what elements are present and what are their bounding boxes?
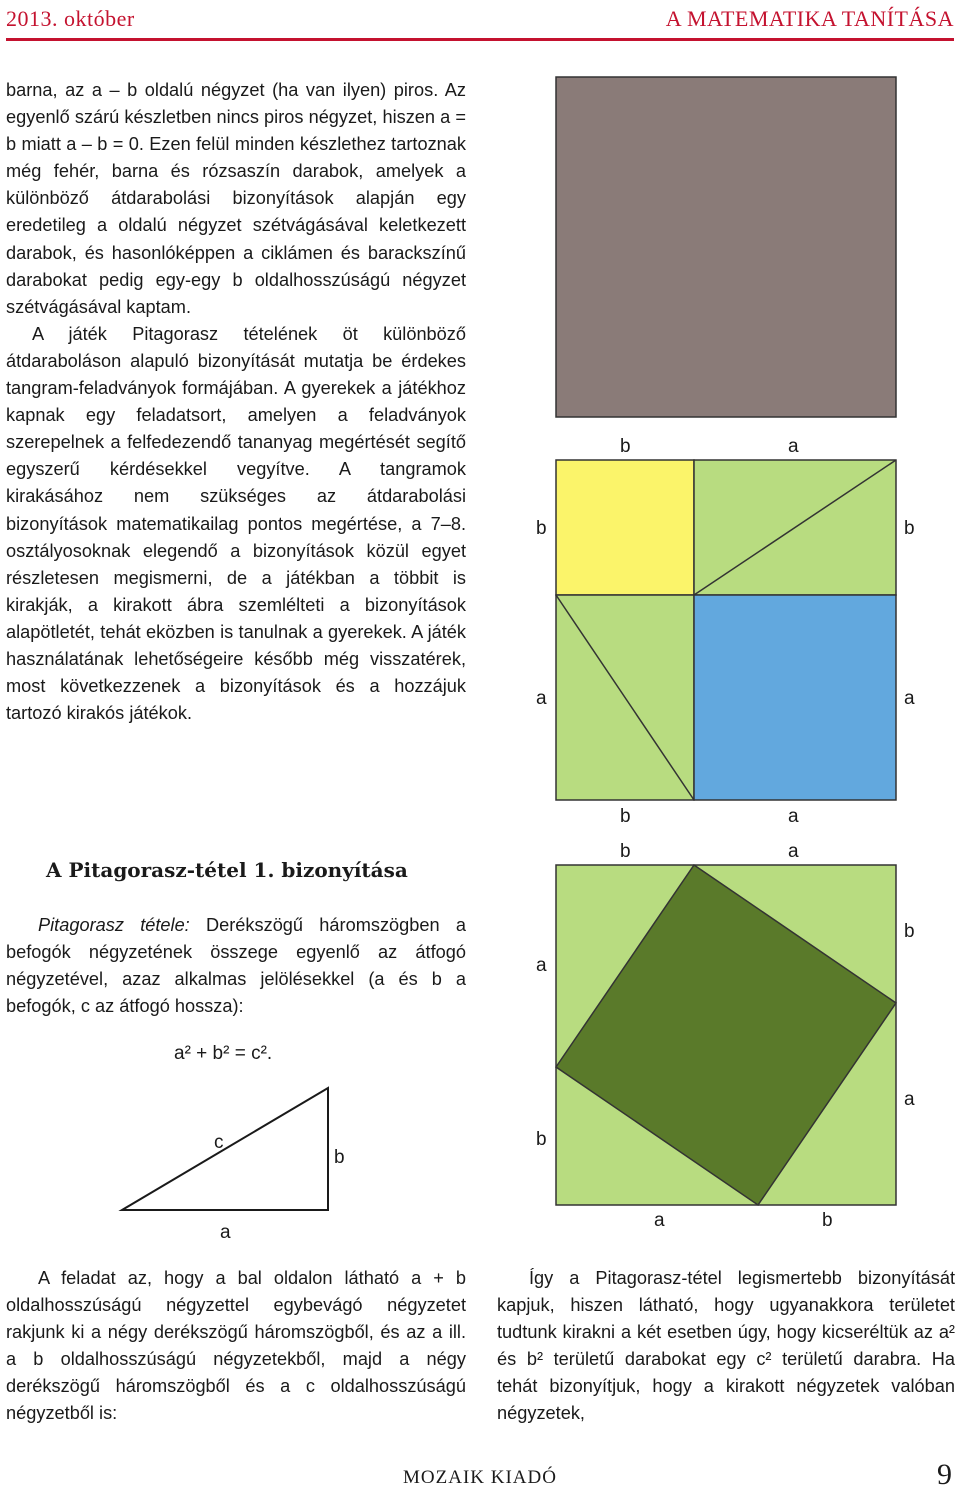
pythagoras-formula: a² + b² = c².: [174, 1043, 273, 1064]
fig1-right-b: b: [904, 518, 915, 539]
header-rule: [6, 38, 954, 41]
fig1-left-a: a: [536, 688, 547, 709]
theorem-paragraph: [6, 912, 466, 1020]
fig1-top-b: b: [620, 436, 631, 457]
paragraph-1: barna, az a – b oldalú négyzet (ha van ilyen) piros. Az egyenlő szárú készletben nincs piros négyzet, hiszen a = b miatt a – b = 0. Ezen felül minden készlethez tartoznak még fehér, barna és rózsaszín darabok, amelyek a különböző átdarabolási bizonyítások alapján egy eredetileg a oldalú négyzet szétvágásával keletkezett darabok, és hasonlóképpen a ciklámen és barackszínű darabokat pedig egy-egy b oldalhosszúságú négyzet szétvágásával kaptam.: [6, 80, 466, 317]
section-title: A Pitagorasz-tétel 1. bizonyítása: [46, 858, 408, 882]
fig2-right-b: b: [904, 921, 915, 942]
theorem-label: Pitagorasz tétele:: [38, 915, 190, 935]
right-triangle: [122, 1088, 328, 1210]
brown-square: [556, 77, 896, 417]
fig1-bottom-b: b: [620, 806, 631, 827]
right-triangle-figure: [110, 1080, 345, 1243]
fig2-left-a: a: [536, 955, 547, 976]
header-journal-title: A MATEMATIKA TANÍTÁSA: [665, 6, 954, 31]
label-b: b: [334, 1147, 345, 1168]
label-c: c: [214, 1132, 224, 1153]
label-a: a: [220, 1222, 231, 1243]
footer-publisher: MOZAIK KIADÓ: [403, 1467, 557, 1488]
page-number: 9: [937, 1458, 952, 1491]
fig1-left-b: b: [536, 518, 547, 539]
fig1-right-a: a: [904, 688, 915, 709]
square-decomposition-2: [510, 835, 940, 1235]
fig2-top-b: b: [620, 841, 631, 862]
bottom-right-paragraph: Így a Pitagorasz-tétel legismertebb bizonyítását kapjuk, hiszen látható, hogy ugyanakkora területet tudtunk kirakni a két esetben úgy, hogy kicseréltük az a² és b² területű darabokat egy c² területű darabra. Ha tehát bizonyítjuk, hogy a kirakott négyzetek valóban négyzetek,: [497, 1268, 955, 1424]
fig2-bottom-a: a: [654, 1210, 665, 1231]
yellow-square-b: [556, 460, 694, 595]
header-date: 2013. október: [6, 6, 135, 31]
fig2-left-b: b: [536, 1129, 547, 1150]
brown-square-figure: [556, 77, 896, 417]
fig1-bottom-a: a: [788, 806, 799, 827]
left-column: [6, 77, 466, 727]
fig1-top-a: a: [788, 436, 799, 457]
theorem-text: Derékszögű háromszögben a befogók négyzetének összege egyenlő az átfogó négyzetével, azaz alkalmas jelölésekkel (a és b a befogók, c az átfogó hossza):: [6, 915, 466, 1017]
blue-square-a: [694, 595, 896, 800]
square-decomposition-1: [510, 430, 940, 840]
fig2-right-a: a: [904, 1089, 915, 1110]
fig2-bottom-b: b: [822, 1210, 833, 1231]
fig2-top-a: a: [788, 841, 799, 862]
paragraph-2: A játék Pitagorasz tételének öt különböző átdaraboláson alapuló bizonyítását mutatja be érdekes tangram-feladványok formájában. A gyerekek a játékhoz kapnak egy feladatsort, amelyen a feladványok szerepelnek a felfedezendő tananyag megértését segítő egyszerű kérdésekkel vegyítve. A tangramok kirakásához nem szükséges az átdarabolási bizonyítások matematikailag pontos megértése, a 7–8. osztályosoknak elegendő a bizonyítások közül egyet részletesen megismerni, de a játékban a többit is kirakják, a kirakott ábra szemlélteti a bizonyítások alapötletét, tehát eközben is tanulnak a gyerekek. A játék használatának lehetőségeire később még visszatérek, most következzenek a bizonyítások és a hozzájuk tartozó kirakós játékok.: [6, 323, 466, 724]
bottom-left-paragraph: A feladat az, hogy a bal oldalon látható a + b oldalhosszúságú négyzettel egybevágó négyzetet rakjunk ki a négy derékszögű háromszögből, és az a ill. a b oldalhosszúságú négyzetekből, majd a négy derékszögű háromszögből és a c oldalhosszúságú négyzetből is:: [6, 1268, 466, 1424]
